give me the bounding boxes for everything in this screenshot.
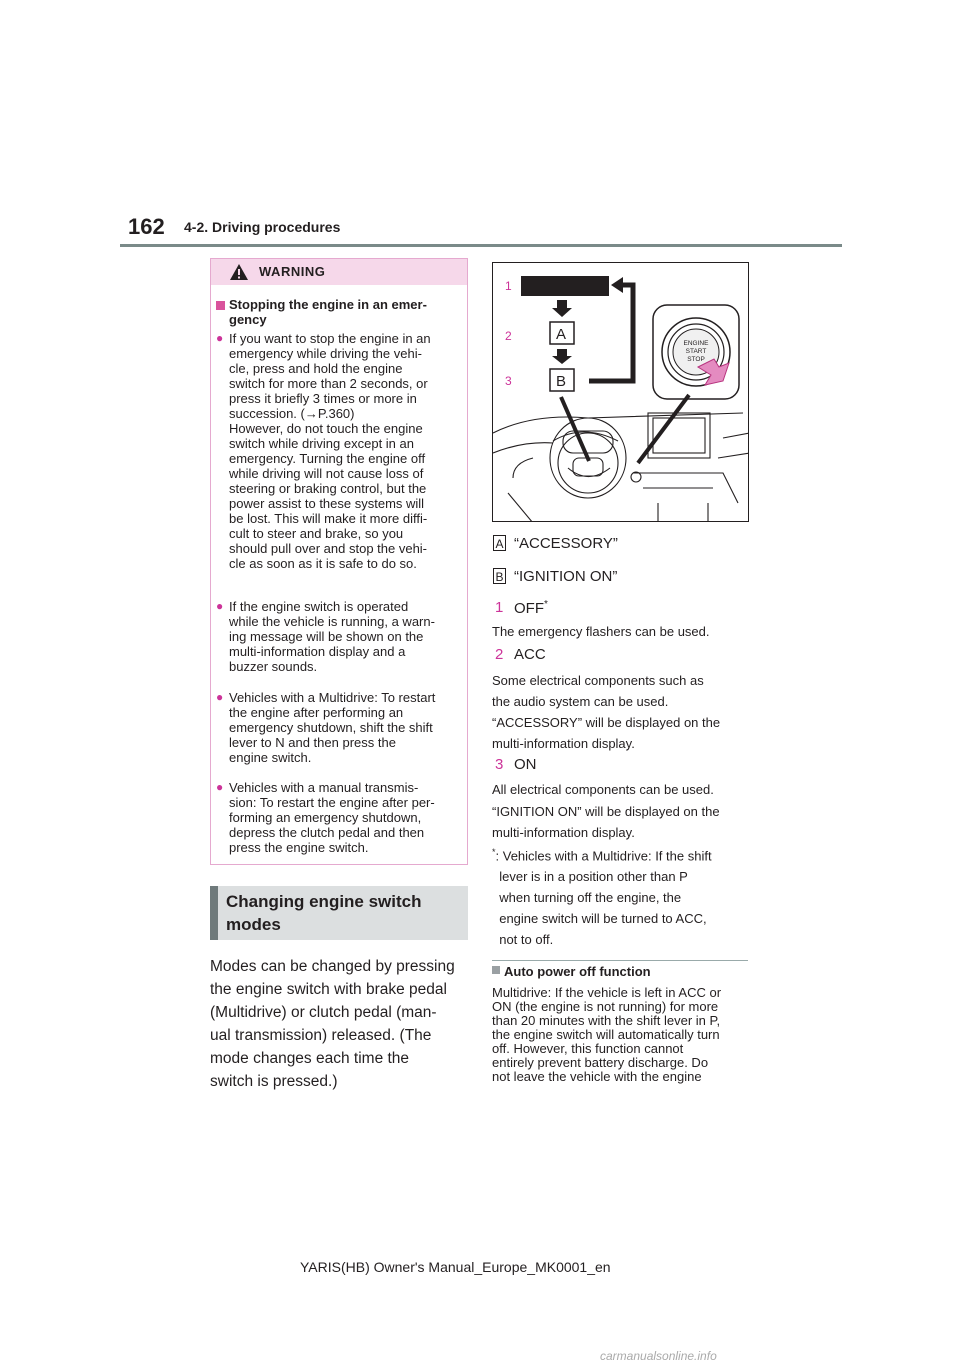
footnote (492, 842, 742, 950)
down-arrow-icon (552, 349, 572, 364)
section-title: 4-2. Driving procedures (184, 219, 341, 235)
warning-item-3: Vehicles with a Multidrive: To restart the engine after performing an emergency shutdown, shift the shift lever to N and then press the engine switch. (229, 690, 436, 765)
section-rule (492, 960, 748, 961)
warning-item-4: Vehicles with a manual transmis- sion: To restart the engine after per- forming an emergency shutdown, depress the clutch pedal and then press the engine switch. (229, 780, 435, 855)
mode-2-desc-1: Some electrical components such as the audio system can be used. (492, 673, 704, 709)
bullet-icon: ● (216, 331, 224, 345)
bullet-icon: ● (216, 599, 224, 613)
step-2-label: 2 (505, 329, 512, 343)
dashboard-lineart (493, 413, 749, 522)
watermark[interactable]: carmanualsonline.info (600, 1349, 717, 1363)
return-bracket (589, 285, 633, 381)
footnote-mark: * (492, 847, 496, 857)
engine-switch-figure (492, 262, 749, 522)
legend-b-box: B (493, 568, 506, 584)
bullet-icon: ● (216, 780, 224, 794)
square-bullet-icon (216, 301, 225, 310)
off-display-bar (521, 276, 609, 296)
bullet-icon: ● (216, 690, 224, 704)
modes-title: Changing engine switch modes (226, 892, 422, 934)
mode-2-number: 2 (495, 646, 504, 663)
modes-body: Modes can be changed by pressing the engine switch with brake pedal (Multidrive) or clutch pedal (man- ual transmission) released. (The mode changes each time the switch is pressed.) (210, 958, 455, 1090)
mode-2-name: ACC (514, 646, 546, 663)
warning-item-1: If you want to stop the engine in an emergency while driving the vehi- cle, press and hold the engine switch for more than 2 seconds, or press it briefly 3 times or more in succession. (→P.360) However, do not touch the engine switch while driving except in an emergency. Turning the engine off while driving will not cause loss of steering or braking control, but the power assist to these systems will be lost. This will make it more diffi- cult to steer and brake, so you should pull over and stop the vehi- cle as soon as it is safe to do so. (229, 331, 431, 571)
down-arrow-icon (552, 300, 572, 317)
header-rule (120, 244, 842, 247)
step-1-label: 1 (505, 279, 512, 293)
legend-a-text: “ACCESSORY” (514, 535, 618, 552)
mode-3-number: 3 (495, 756, 504, 773)
modes-heading (210, 886, 468, 940)
callout-line-display (561, 397, 589, 461)
warning-label: WARNING (259, 264, 326, 279)
auto-power-off-title: Auto power off function (504, 964, 651, 979)
step-3-label: 3 (505, 374, 512, 388)
warning-header (211, 259, 467, 285)
legend-b-text: “IGNITION ON” (514, 568, 618, 585)
mode-3-desc-2: “IGNITION ON” will be displayed on the multi-information display. (492, 804, 720, 840)
mode-3-desc-1: All electrical components can be used. (492, 782, 714, 797)
auto-power-off-body: Multidrive: If the vehicle is left in ACC or ON (the engine is not running) for more than 20 minutes with the shift lever in P, the engine switch will automatically turn off. However, this function cannot entirely prevent battery discharge. Do not leave the vehicle with the engine (492, 985, 722, 1084)
mode-1-name: OFF* (514, 599, 548, 617)
button-text-start: START (685, 348, 707, 355)
mode-3-name: ON (514, 756, 537, 773)
warning-title: Stopping the engine in an emer- gency (229, 297, 427, 327)
mode-2-desc-2: “ACCESSORY” will be displayed on the multi-information display. (492, 715, 721, 751)
page-number: 162 (128, 214, 165, 239)
footnote-text: : Vehicles with a Multidrive: If the shift lever is in a position other than P when turning off the engine, the engine switch will be turned to ACC, not to off. (495, 848, 712, 948)
dashboard-illustration (493, 263, 749, 522)
box-b-letter: B (556, 373, 567, 390)
warning-item-2: If the engine switch is operated while the vehicle is running, a warn- ing message will be shown on the multi-information display and a buzzer sounds. (229, 599, 435, 674)
button-text-engine: ENGINE (683, 340, 709, 347)
mode-1-number: 1 (495, 599, 504, 616)
button-text-stop: STOP (687, 356, 705, 363)
footer: YARIS(HB) Owner's Manual_Europe_MK0001_en (300, 1259, 611, 1275)
warning-icon (229, 263, 249, 281)
heading-bar (210, 886, 218, 940)
legend-a-box: A (493, 535, 506, 551)
return-arrow-icon (611, 277, 623, 293)
mode-1-desc: The emergency flashers can be used. (492, 624, 710, 639)
box-a-letter: A (556, 326, 567, 343)
warning-box (210, 258, 468, 865)
square-bullet-icon (492, 966, 500, 974)
